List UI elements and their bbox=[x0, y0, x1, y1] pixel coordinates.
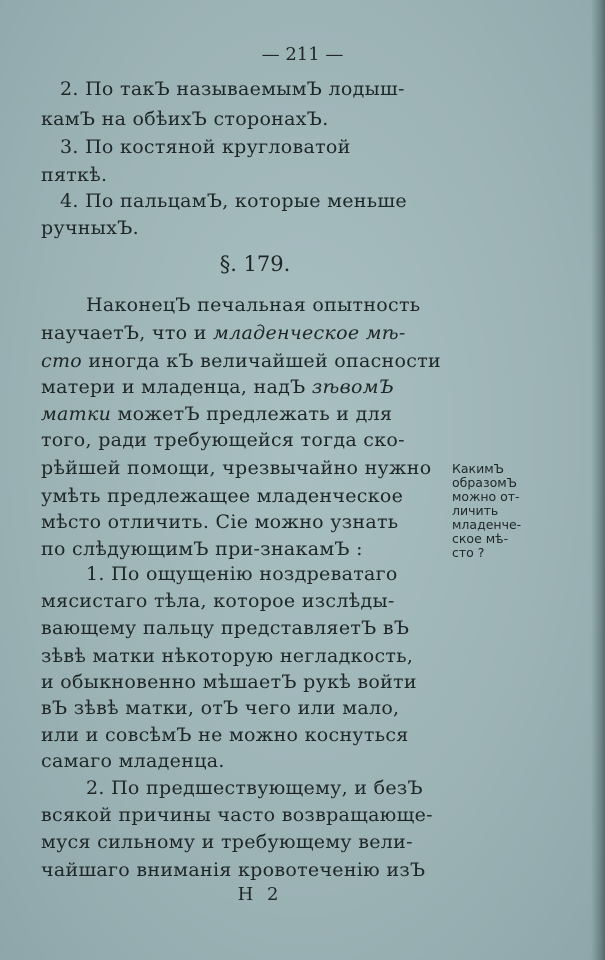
text-line: вЪ зѣвѣ матки, отЪ чего или мало, bbox=[41, 697, 400, 719]
page-number-header: — 211 — bbox=[261, 44, 344, 65]
text-line: 2. По такЪ называемымЪ лодыш- bbox=[60, 78, 405, 100]
text-line: того, ради требующейся тогда ско- bbox=[41, 429, 405, 451]
text-line: 2. По предшествующему, и безЪ bbox=[86, 777, 423, 799]
text-line: чайшаго вниманія кровотеченію изЪ bbox=[41, 859, 426, 881]
text-line: муся сильному и требующему вели- bbox=[41, 831, 413, 853]
text-line: зѣвѣ матки нѣкоторую негладкость, bbox=[41, 645, 414, 667]
text-line: и обыкновенно мѣшаетЪ рукѣ войти bbox=[41, 671, 417, 693]
text-line: мясистаго тѣла, которое изслѣды- bbox=[41, 590, 395, 612]
text-line: 1. По ощущенію ноздреватаго bbox=[86, 563, 398, 585]
text-line: матери и младенца, надЪ зѣвомЪ bbox=[41, 376, 395, 398]
text-line: пяткѣ. bbox=[41, 164, 108, 186]
text-line: матки можетЪ предлежать и для bbox=[41, 403, 393, 425]
text-line: НаконецЪ печальная опытность bbox=[86, 294, 421, 316]
text-line: ручныхЪ. bbox=[41, 217, 139, 239]
text-line: научаетЪ, что и младенческое мѣ- bbox=[41, 322, 406, 344]
section-heading: §. 179. bbox=[219, 252, 291, 276]
text-line: мѣсто отличить. Сіе можно узнать bbox=[41, 511, 399, 533]
text-line: рѣйшей помощи, чрезвычайно нужно bbox=[41, 457, 432, 479]
text-line: вающему пальцу представляетЪ вЪ bbox=[41, 617, 410, 639]
text-line: сто иногда кЪ величайшей опасности bbox=[41, 350, 441, 372]
text-line: по слѣдующимЪ при-знакамЪ : bbox=[41, 538, 363, 560]
signature-mark: Н 2 bbox=[237, 884, 283, 905]
text-line: или и совсѣмЪ не можно коснуться bbox=[41, 724, 409, 746]
text-line: самаго младенца. bbox=[41, 750, 225, 772]
page-edge-shadow bbox=[591, 0, 605, 960]
text-line: умѣть предлежащее младенческое bbox=[41, 485, 404, 507]
text-line: 3. По костяной кругловатой bbox=[60, 136, 351, 158]
margin-note: КакимЪ образомЪ можно от- личить младенче- ское мѣ- сто ? bbox=[452, 461, 522, 560]
text-line: всякой причины часто возвращающе- bbox=[41, 804, 433, 826]
text-line: 4. По пальцамЪ, которые меньше bbox=[60, 190, 407, 212]
text-line: камЪ на обѣихЪ сторонахЪ. bbox=[41, 108, 329, 130]
